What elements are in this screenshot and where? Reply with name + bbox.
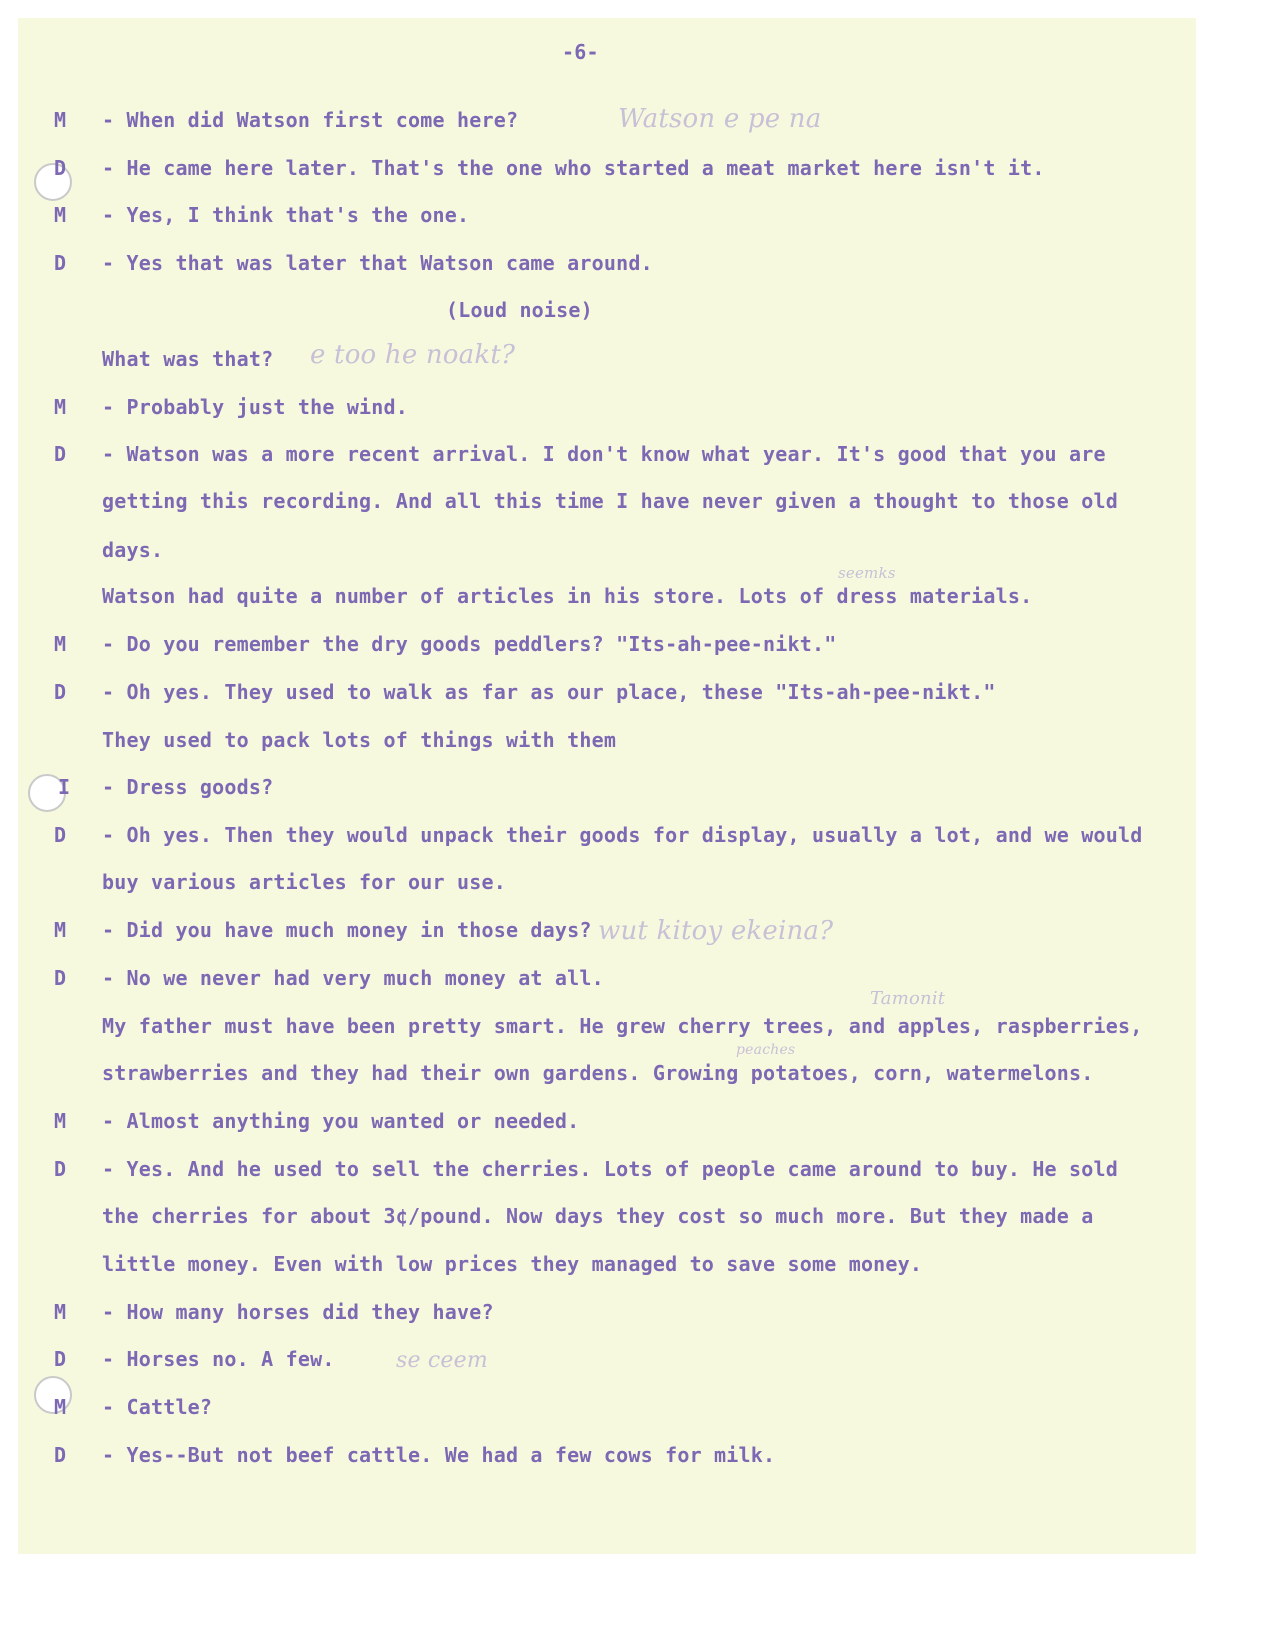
- dialogue-text: - Did you have much money in those days?: [102, 918, 592, 942]
- dialogue-text: - Do you remember the dry goods peddlers? "Its-ah-pee-nikt.": [102, 632, 837, 656]
- handwritten-note: Tamonit: [870, 988, 946, 1009]
- dialogue-continuation: Watson had quite a number of articles in his store. Lots of dress materials.: [102, 584, 1033, 608]
- handwritten-note: wut kitoy ekeina?: [598, 916, 834, 946]
- speaker-label: M: [54, 203, 67, 227]
- dialogue-continuation: buy various articles for our use.: [102, 870, 506, 894]
- dialogue-continuation: little money. Even with low prices they managed to save some money.: [102, 1252, 923, 1276]
- speaker-label: I: [58, 775, 71, 799]
- dialogue-text: - Oh yes. Then they would unpack their goods for display, usually a lot, and we would: [102, 823, 1143, 847]
- speaker-label: D: [54, 966, 67, 990]
- speaker-label: D: [54, 823, 67, 847]
- dialogue-text: - Almost anything you wanted or needed.: [102, 1109, 580, 1133]
- speaker-label: D: [54, 156, 67, 180]
- handwritten-note: peaches: [736, 1042, 796, 1058]
- stage-direction: (Loud noise): [446, 298, 593, 322]
- dialogue-continuation: days.: [102, 538, 164, 562]
- speaker-label: D: [54, 251, 67, 275]
- dialogue-text: - Cattle?: [102, 1395, 213, 1419]
- speaker-label: D: [54, 1157, 67, 1181]
- speaker-label: M: [54, 1109, 67, 1133]
- dialogue-text: - Yes--But not beef cattle. We had a few cows for milk.: [102, 1443, 776, 1467]
- dialogue-text: - How many horses did they have?: [102, 1300, 494, 1324]
- dialogue-text: - He came here later. That's the one who started a meat market here isn't it.: [102, 156, 1045, 180]
- speaker-label: D: [54, 680, 67, 704]
- handwritten-note: seemks: [838, 564, 896, 582]
- binder-hole: [34, 1376, 72, 1414]
- speaker-label: M: [54, 632, 67, 656]
- dialogue-text: - Oh yes. They used to walk as far as our place, these "Its-ah-pee-nikt.": [102, 680, 996, 704]
- speaker-label: M: [54, 918, 67, 942]
- dialogue-text: - Yes. And he used to sell the cherries. Lots of people came around to buy. He sold: [102, 1157, 1119, 1181]
- speaker-label: M: [54, 108, 67, 132]
- handwritten-note: e too he noakt?: [310, 340, 516, 370]
- dialogue-continuation: the cherries for about 3¢/pound. Now days they cost so much more. But they made a: [102, 1204, 1094, 1228]
- speaker-label: D: [54, 442, 67, 466]
- binder-hole: [34, 163, 72, 201]
- dialogue-continuation: My father must have been pretty smart. He grew cherry trees, and apples, raspberries,: [102, 1014, 1143, 1038]
- speaker-label: D: [54, 1347, 67, 1371]
- speaker-label: D: [54, 1443, 67, 1467]
- dialogue-text: - No we never had very much money at all.: [102, 966, 604, 990]
- dialogue-continuation: What was that?: [102, 347, 274, 371]
- dialogue-continuation: getting this recording. And all this time I have never given a thought to those old: [102, 489, 1119, 513]
- dialogue-text: - Dress goods?: [102, 775, 274, 799]
- dialogue-text: - Yes, I think that's the one.: [102, 203, 470, 227]
- dialogue-text: - Yes that was later that Watson came around.: [102, 251, 653, 275]
- handwritten-note: se ceem: [396, 1348, 488, 1373]
- dialogue-text: - Horses no. A few.: [102, 1347, 335, 1371]
- dialogue-continuation: strawberries and they had their own gardens. Growing potatoes, corn, watermelons.: [102, 1061, 1094, 1085]
- speaker-label: M: [54, 1395, 67, 1419]
- dialogue-text: - When did Watson first come here?: [102, 108, 519, 132]
- speaker-label: M: [54, 1300, 67, 1324]
- speaker-label: M: [54, 395, 67, 419]
- dialogue-text: - Probably just the wind.: [102, 395, 409, 419]
- dialogue-text: - Watson was a more recent arrival. I don't know what year. It's good that you are: [102, 442, 1106, 466]
- dialogue-continuation: They used to pack lots of things with them: [102, 728, 617, 752]
- handwritten-note: Watson e pe na: [618, 104, 822, 134]
- page-number: -6-: [562, 40, 599, 64]
- transcript-page: [18, 18, 1196, 1554]
